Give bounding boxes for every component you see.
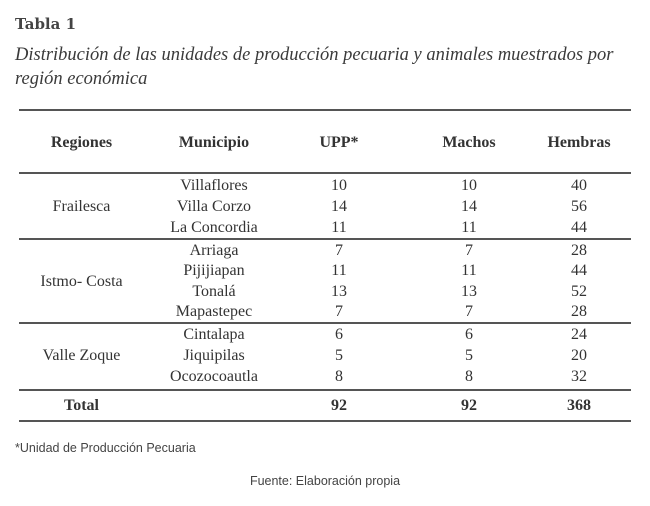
upp-cell: 10 <box>331 177 347 194</box>
header-municipio: Municipio <box>178 134 250 151</box>
upp-cell: 8 <box>335 368 343 385</box>
hembras-cell: 28 <box>571 303 587 320</box>
header-hembras: Hembras <box>547 134 611 151</box>
municipio-cell: Villaflores <box>180 177 248 194</box>
hembras-cell: 44 <box>571 262 587 279</box>
machos-cell: 14 <box>461 198 477 215</box>
municipio-cell: Ocozocoautla <box>170 368 258 385</box>
total-hembras: 368 <box>567 397 591 414</box>
hembras-cell: 32 <box>571 368 587 385</box>
machos-cell: 8 <box>465 368 473 385</box>
upp-cell: 7 <box>335 242 343 259</box>
machos-cell: 5 <box>465 347 473 364</box>
municipio-cell: La Concordia <box>170 219 258 236</box>
total-upp: 92 <box>331 397 347 414</box>
hembras-cell: 28 <box>571 242 587 259</box>
municipio-cell: Mapastepec <box>175 303 253 320</box>
upp-cell: 5 <box>335 347 343 364</box>
machos-cell: 13 <box>461 283 477 300</box>
header-rule <box>19 172 631 174</box>
header-regiones: Regiones <box>50 134 113 151</box>
region-label: Valle Zoque <box>42 347 121 364</box>
group-divider <box>19 389 631 391</box>
machos-cell: 11 <box>461 262 477 279</box>
group-divider <box>19 238 631 240</box>
top-rule <box>19 109 631 111</box>
hembras-cell: 20 <box>571 347 587 364</box>
header-machos: Machos <box>442 134 496 151</box>
source-note: Fuente: Elaboración propia <box>249 474 401 488</box>
table-caption: Distribución de las unidades de producción pecuaria y animales muestrados por región económica <box>15 45 614 89</box>
hembras-cell: 44 <box>571 219 587 236</box>
municipio-cell: Jiquipilas <box>183 347 245 364</box>
total-label: Total <box>64 397 99 414</box>
bottom-rule <box>19 420 631 422</box>
upp-cell: 11 <box>331 219 347 236</box>
upp-cell: 6 <box>335 326 343 343</box>
upp-cell: 13 <box>331 283 347 300</box>
region-label: Istmo- Costa <box>40 273 123 290</box>
machos-cell: 7 <box>465 303 473 320</box>
hembras-cell: 24 <box>571 326 587 343</box>
municipio-cell: Tonalá <box>192 283 236 300</box>
machos-cell: 10 <box>461 177 477 194</box>
municipio-cell: Pijijiapan <box>183 262 245 279</box>
hembras-cell: 52 <box>571 283 587 300</box>
upp-cell: 7 <box>335 303 343 320</box>
machos-cell: 11 <box>461 219 477 236</box>
municipio-cell: Cintalapa <box>183 326 245 343</box>
municipio-cell: Arriaga <box>189 242 239 259</box>
table-title: Tabla 1 <box>15 15 77 33</box>
region-label: Frailesca <box>52 198 111 215</box>
machos-cell: 6 <box>465 326 473 343</box>
total-machos: 92 <box>461 397 477 414</box>
hembras-cell: 40 <box>571 177 587 194</box>
upp-cell: 14 <box>331 198 347 215</box>
footnote: *Unidad de Producción Pecuaria <box>15 441 196 455</box>
hembras-cell: 56 <box>571 198 587 215</box>
group-divider <box>19 322 631 324</box>
municipio-cell: Villa Corzo <box>176 198 252 215</box>
machos-cell: 7 <box>465 242 473 259</box>
header-upp: UPP* <box>319 134 359 151</box>
upp-cell: 11 <box>331 262 347 279</box>
